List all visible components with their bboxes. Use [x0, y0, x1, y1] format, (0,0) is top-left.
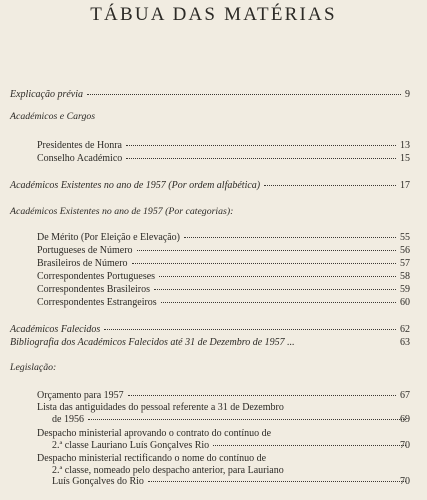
toc-label: Correspondentes Estrangeiros	[37, 297, 157, 308]
toc-label-line-2: 2.ª classe Lauriano Luís Gonçalves Rio	[52, 439, 210, 451]
toc-page-number: 15	[400, 153, 410, 164]
toc-entry-correspondentes-estrangeiros[interactable]	[37, 297, 410, 309]
toc-label-line-1: Despacho ministerial aprovando o contrato do contínuo de	[37, 428, 272, 439]
toc-page-number: 58	[400, 271, 410, 282]
dot-leader	[132, 263, 396, 264]
toc-entry-brasileiros-numero[interactable]	[37, 258, 410, 270]
toc-label-line-1: Lista das antiguidades do pessoal referente a 31 de Dezembro	[37, 402, 284, 413]
toc-entry-despacho-aprovando[interactable]	[37, 428, 410, 452]
toc-page-number: 69	[400, 413, 410, 425]
toc-label: Explicação prévia	[10, 89, 84, 100]
toc-page-number: 70	[400, 476, 410, 487]
toc-page-number: 56	[400, 245, 410, 256]
dot-leader	[126, 158, 396, 159]
toc-label: Portugueses de Número	[37, 245, 133, 256]
toc-label-line-2-row	[52, 440, 410, 452]
toc-entry-conselho[interactable]	[37, 153, 410, 165]
toc-label: Académicos Existentes no ano de 1957 (Por ordem alfabética)	[10, 180, 261, 191]
toc-page-number: 55	[400, 232, 410, 243]
toc-page-number: 59	[400, 284, 410, 295]
toc-page-number: 57	[400, 258, 410, 269]
toc-page-number: 9	[405, 89, 410, 100]
section-heading-legislacao: Legislação:	[10, 362, 57, 373]
toc-entry-existentes-alfabetica[interactable]	[10, 180, 410, 192]
toc-page-number: 17	[400, 180, 410, 191]
toc-page-number: 70	[400, 439, 410, 451]
page-title: TÁBUA DAS MATÉRIAS	[90, 4, 337, 25]
toc-label-line-2: de 1956	[52, 413, 84, 425]
toc-label: Brasileiros de Número	[37, 258, 128, 269]
section-heading-existentes-categorias: Académicos Existentes no ano de 1957 (Por categorias):	[10, 206, 234, 217]
toc-entry-falecidos[interactable]	[10, 324, 410, 336]
toc-entry-correspondentes-brasileiros[interactable]	[37, 284, 410, 296]
toc-label-line-2-row	[52, 414, 410, 426]
toc-label-line-3-row	[52, 476, 410, 488]
toc-label: De Mérito (Por Eleição e Elevação)	[37, 232, 180, 243]
toc-entry-orcamento[interactable]	[37, 390, 410, 402]
toc-entry-merito[interactable]	[37, 232, 410, 244]
dot-leader	[161, 302, 396, 303]
toc-label: Correspondentes Portugueses	[37, 271, 156, 282]
dot-leader	[104, 329, 396, 330]
toc-entry-antiguidades[interactable]	[37, 402, 410, 426]
toc-label: Presidentes de Honra	[37, 140, 122, 151]
toc-entry-presidentes[interactable]	[37, 140, 410, 152]
dot-leader	[87, 94, 401, 95]
dot-leader	[88, 419, 406, 420]
toc-label: Correspondentes Brasileiros	[37, 284, 151, 295]
toc-label-line-2: 2.ª classe, nomeado pelo despacho anterior, para Lauriano	[52, 464, 284, 476]
toc-label: Conselho Académico	[37, 153, 123, 164]
toc-page-number: 62	[400, 324, 410, 335]
toc-entry-despacho-rectificando[interactable]	[37, 453, 410, 489]
toc-page-number: 63	[400, 337, 410, 348]
dot-leader	[148, 481, 406, 482]
toc-entry-correspondentes-portugueses[interactable]	[37, 271, 410, 283]
dot-leader	[128, 395, 396, 396]
toc-entry-portugueses-numero[interactable]	[37, 245, 410, 257]
toc-entry-bibliografia[interactable]	[10, 337, 410, 349]
dot-leader	[126, 145, 396, 146]
section-heading-academicos-cargos: Académicos e Cargos	[10, 111, 96, 122]
toc-label-line-3: Luís Gonçalves do Rio	[52, 476, 144, 487]
toc-page-number: 60	[400, 297, 410, 308]
dot-leader	[213, 445, 406, 446]
toc-entry-explicacao[interactable]	[10, 89, 410, 101]
dot-leader	[154, 289, 396, 290]
dot-leader	[137, 250, 396, 251]
toc-label: Bibliografia dos Académicos Falecidos até 31 de Dezembro de 1957 ...	[10, 337, 295, 348]
dot-leader	[159, 276, 396, 277]
toc-label: Orçamento para 1957	[37, 390, 124, 401]
toc-page-number: 67	[400, 390, 410, 401]
toc-label-line-1: Despacho ministerial rectificando o nome do contínuo de	[37, 453, 267, 464]
toc-page-number: 13	[400, 140, 410, 151]
dot-leader	[264, 185, 396, 186]
dot-leader	[184, 237, 396, 238]
toc-label: Académicos Falecidos	[10, 324, 101, 335]
